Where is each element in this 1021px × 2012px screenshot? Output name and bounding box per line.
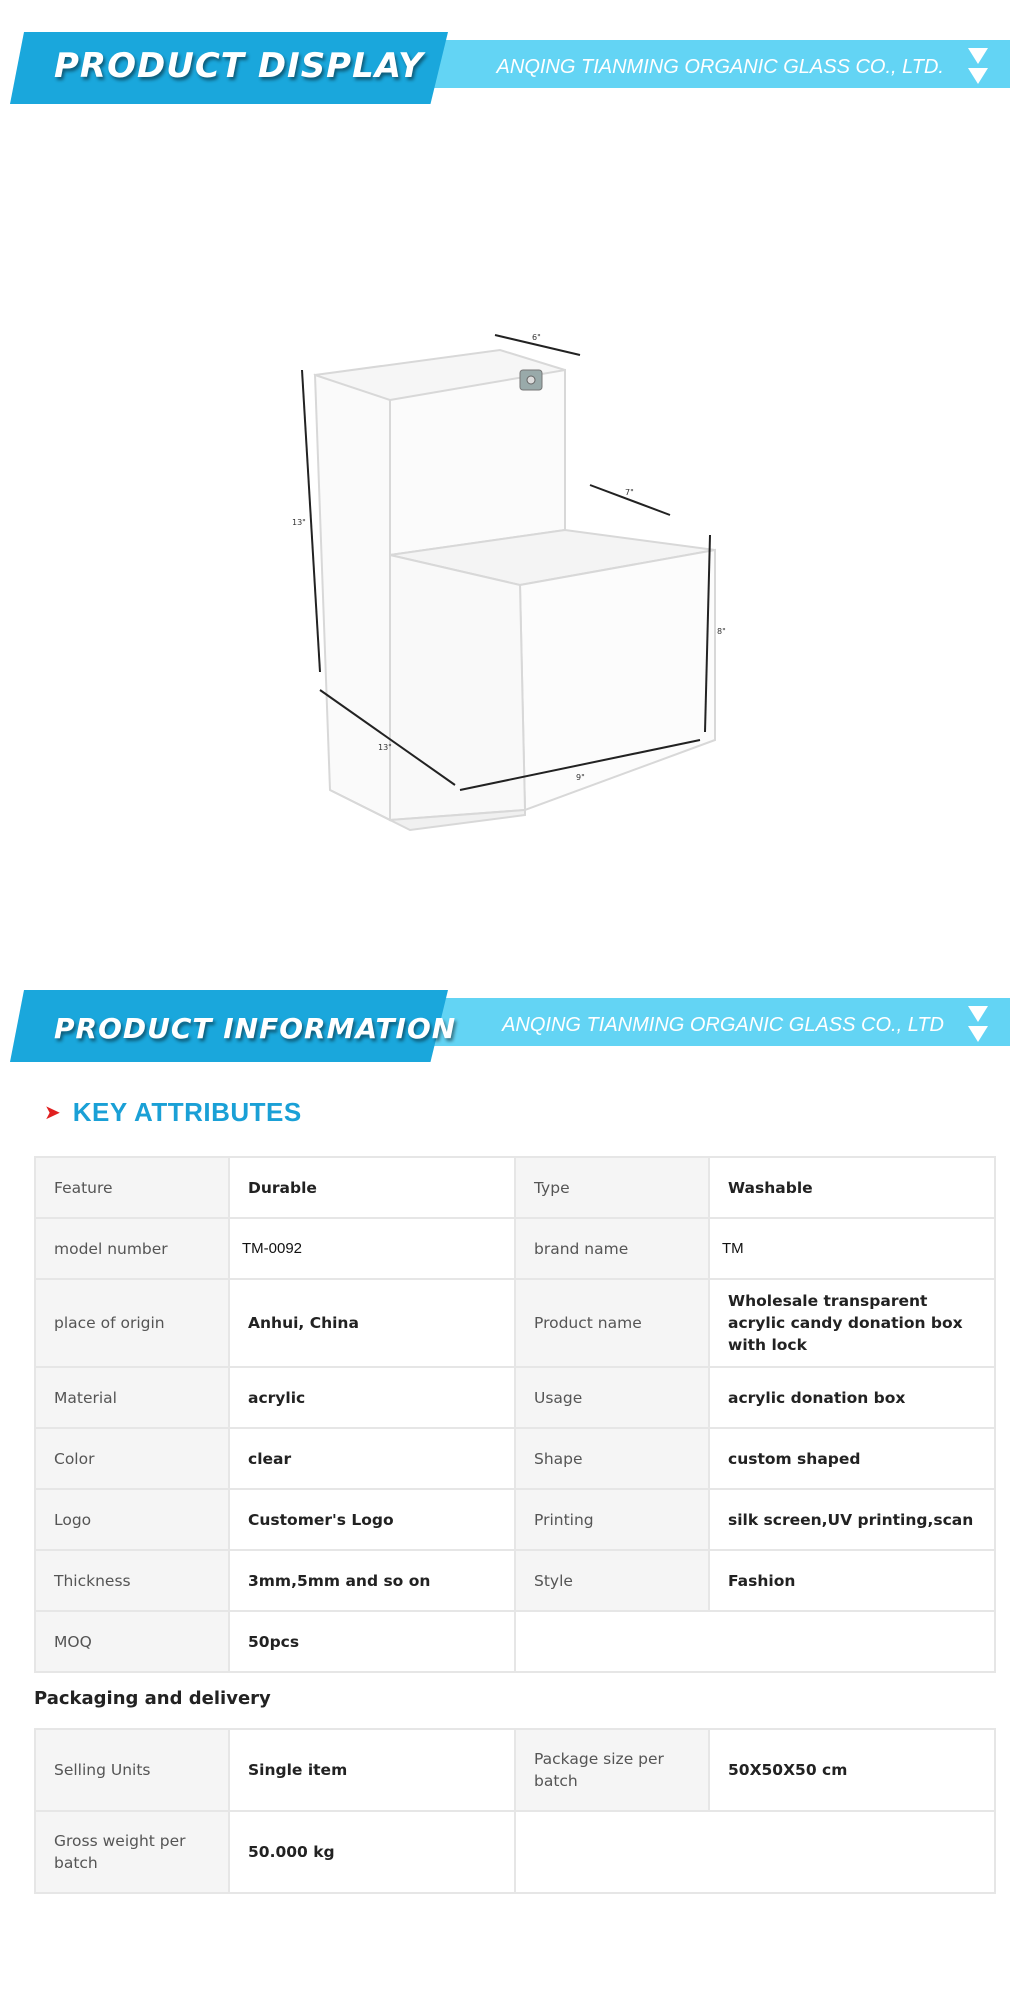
attr-key: Color (35, 1428, 229, 1489)
attr-key: Printing (515, 1489, 709, 1550)
attr-value: clear (229, 1428, 515, 1489)
table-row (35, 1367, 995, 1428)
attr-key: Usage (515, 1367, 709, 1428)
dimension-label: 13" (292, 518, 306, 527)
dimension-label: 9" (576, 773, 585, 782)
attr-key: Thickness (35, 1550, 229, 1611)
attr-key: Shape (515, 1428, 709, 1489)
attr-value: 50X50X50 cm (709, 1729, 995, 1811)
attr-value: 50pcs (229, 1611, 515, 1672)
attr-value: Single item (229, 1729, 515, 1811)
attr-value: TM (709, 1218, 995, 1279)
key-attributes-table (34, 1156, 996, 1673)
attr-value: acrylic (229, 1367, 515, 1428)
empty-cell (515, 1611, 995, 1672)
attr-value: acrylic donation box (709, 1367, 995, 1428)
attr-value: Anhui, China (229, 1279, 515, 1367)
attr-value: Washable (709, 1157, 995, 1218)
table-row (35, 1157, 995, 1218)
attr-value: Wholesale transparent acrylic candy donation box with lock (709, 1279, 995, 1367)
attr-key: Product name (515, 1279, 709, 1367)
table-row (35, 1729, 995, 1811)
table-row (35, 1489, 995, 1550)
dimension-label: 13" (378, 743, 392, 752)
attr-key: Feature (35, 1157, 229, 1218)
table-row (35, 1279, 995, 1367)
product-information-banner (10, 990, 1010, 1054)
table-row (35, 1428, 995, 1489)
attr-value: TM-0092 (229, 1218, 515, 1279)
banner-company: ANQING TIANMING ORGANIC GLASS CO., LTD (502, 1014, 944, 1036)
double-chevron-down-icon (966, 1004, 990, 1044)
banner-title: PRODUCT INFORMATION (54, 1012, 457, 1045)
banner-title: PRODUCT DISPLAY (54, 46, 424, 86)
attr-key: MOQ (35, 1611, 229, 1672)
attr-key: place of origin (35, 1279, 229, 1367)
attr-value: 3mm,5mm and so on (229, 1550, 515, 1611)
table-row (35, 1611, 995, 1672)
dimension-label: 7" (625, 488, 634, 497)
attr-key: Package size per batch (515, 1729, 709, 1811)
red-arrow-icon: ➤ (44, 1102, 61, 1124)
product-image (270, 300, 750, 840)
key-attributes-title: KEY ATTRIBUTES (72, 1097, 302, 1127)
attr-key: Logo (35, 1489, 229, 1550)
attr-key: Type (515, 1157, 709, 1218)
attr-key: Gross weight per batch (35, 1811, 229, 1893)
key-attributes-heading (44, 1097, 302, 1128)
empty-cell (515, 1811, 995, 1893)
attr-value: Customer's Logo (229, 1489, 515, 1550)
attr-key: Style (515, 1550, 709, 1611)
double-chevron-down-icon (966, 46, 990, 86)
attr-value: 50.000 kg (229, 1811, 515, 1893)
attr-value: Durable (229, 1157, 515, 1218)
table-row (35, 1218, 995, 1279)
dimension-label: 6" (532, 333, 541, 342)
attr-key: model number (35, 1218, 229, 1279)
attr-value: silk screen,UV printing,scan (709, 1489, 995, 1550)
product-display-banner (10, 32, 1010, 96)
attr-key: brand name (515, 1218, 709, 1279)
table-row (35, 1550, 995, 1611)
attr-value: custom shaped (709, 1428, 995, 1489)
attr-value: Fashion (709, 1550, 995, 1611)
dimension-label: 8" (717, 627, 726, 636)
attr-key: Material (35, 1367, 229, 1428)
packaging-table (34, 1728, 996, 1894)
packaging-heading: Packaging and delivery (34, 1688, 271, 1709)
table-row (35, 1811, 995, 1893)
attr-key: Selling Units (35, 1729, 229, 1811)
banner-company: ANQING TIANMING ORGANIC GLASS CO., LTD. (496, 56, 944, 78)
